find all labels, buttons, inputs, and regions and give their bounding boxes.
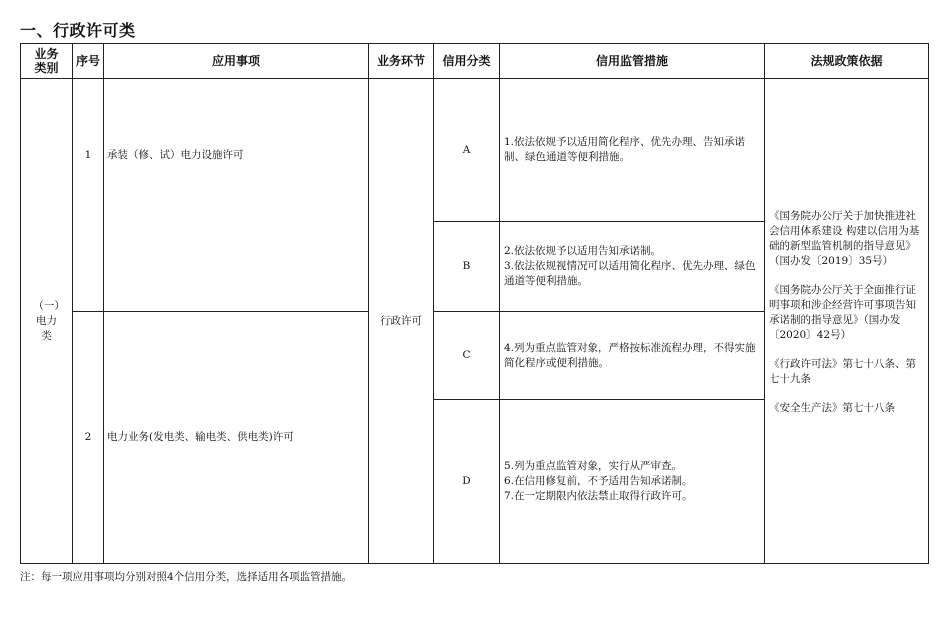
grade-cell-b: B bbox=[434, 222, 500, 312]
table-row bbox=[21, 79, 929, 222]
basis-text: 《安全生产法》第七十八条 bbox=[769, 402, 895, 414]
measure-text: 4.列为重点监管对象，严格按标准流程办理，不得实施简化程序或便利措施。 bbox=[504, 341, 756, 369]
item-name-1: 承装（修、试）电力设施许可 bbox=[104, 79, 369, 312]
basis-cell bbox=[765, 79, 929, 564]
header-item: 应用事项 bbox=[104, 44, 369, 79]
measure-text: 1.依法依规予以适用简化程序、优先办理、告知承诺制、绿色通道等便利措施。 bbox=[504, 136, 746, 163]
header-basis: 法规政策依据 bbox=[765, 44, 929, 79]
measure-text: 5.列为重点监管对象，实行从严审查。 bbox=[504, 460, 683, 472]
measure-cell-a bbox=[500, 79, 765, 222]
header-stage: 业务环节 bbox=[369, 44, 434, 79]
measure-cell-d bbox=[500, 400, 765, 564]
basis-text: 《国务院办公厅关于加快推进社会信用体系建设 构建以信用为基础的新型监管机制的指导意见》（国办发〔2019〕35号） bbox=[769, 210, 920, 267]
header-measures: 信用监管措施 bbox=[500, 44, 765, 79]
measure-text: 2.依法依规予以适用告知承诺制。 bbox=[504, 245, 662, 257]
header-row bbox=[21, 44, 929, 79]
category-cell bbox=[21, 79, 73, 564]
section-title: 一、行政许可类 bbox=[20, 21, 136, 40]
grade-cell-c: C bbox=[434, 312, 500, 400]
header-credit-class: 信用分类 bbox=[434, 44, 500, 79]
grade-cell-a: A bbox=[434, 79, 500, 222]
measure-cell-b bbox=[500, 222, 765, 312]
header-category: 业务类别 bbox=[21, 44, 73, 79]
measure-text: 7.在一定期限内依法禁止取得行政许可。 bbox=[504, 490, 693, 502]
footnote: 注：每一项应用事项均分别对照4个信用分类，选择适用各项监管措施。 bbox=[20, 571, 353, 583]
stage-cell: 行政许可 bbox=[369, 79, 434, 564]
seq-cell-2: 2 bbox=[73, 312, 104, 564]
seq-cell-1: 1 bbox=[73, 79, 104, 312]
basis-text: 《国务院办公厅关于全面推行证明事项和涉企经营许可事项告知承诺制的指导意见》（国办发〔2020〕42号） bbox=[769, 284, 916, 341]
header-seq: 序号 bbox=[73, 44, 104, 79]
measure-text: 6.在信用修复前，不予适用告知承诺制。 bbox=[504, 475, 693, 487]
measure-text: 3.依法依规视情况可以适用简化程序、优先办理、绿色通道等便利措施。 bbox=[504, 260, 756, 287]
category-value: （一）电力类 bbox=[33, 299, 60, 342]
measure-cell-c bbox=[500, 312, 765, 400]
item-name-2: 电力业务(发电类、输电类、供电类)许可 bbox=[104, 312, 369, 564]
basis-text: 《行政许可法》第七十八条、第七十九条 bbox=[769, 358, 916, 385]
credit-supervision-table bbox=[20, 43, 929, 564]
grade-cell-d: D bbox=[434, 400, 500, 564]
